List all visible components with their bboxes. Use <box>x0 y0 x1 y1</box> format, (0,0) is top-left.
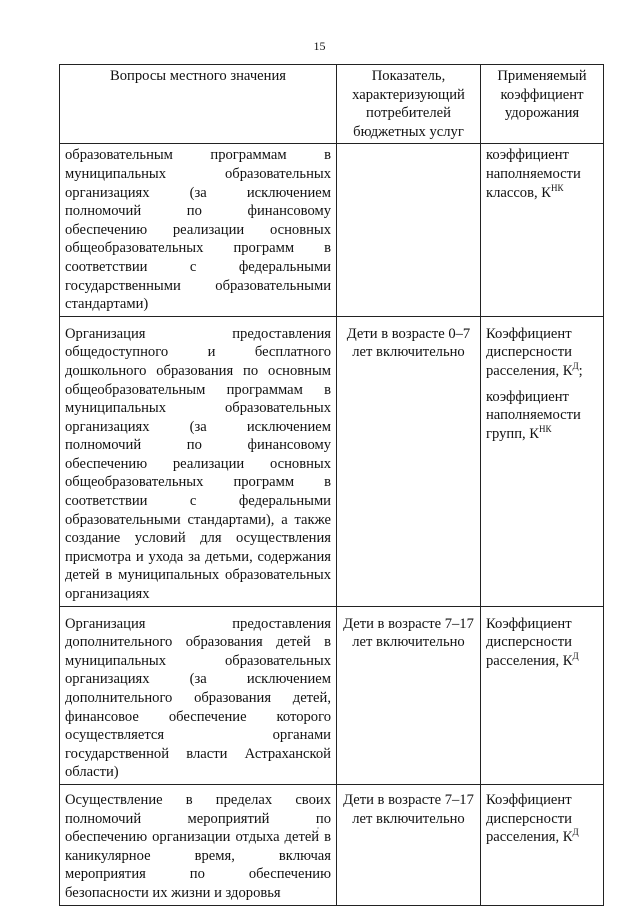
row-description: Организация предоставления дополнительного образования детей в муниципальных образовательных организациях (за исключением дополнительного образования детей, финансовое обеспечение которого осуществляется органами государственной власти Астраханской области) <box>60 606 337 784</box>
table-row <box>60 784 604 905</box>
coefficient-superscript: Д <box>572 827 579 838</box>
header-coefficient: Применяемый коэффициент удорожания <box>481 65 604 144</box>
coefficient-superscript: Д <box>572 360 579 371</box>
coefficient-superscript: НК <box>539 423 552 434</box>
row-indicator <box>337 144 481 316</box>
coefficient-text: коэффициент наполняемости классов, К <box>486 147 581 201</box>
coefficient-text: коэффициент наполняемости групп, К <box>486 388 581 442</box>
row-coefficient <box>481 784 604 905</box>
coefficient-text: Коэффициент дисперсности расселения, К <box>486 325 573 379</box>
row-description: Организация предоставления общедоступного и бесплатного дошкольного образования по основным общеобразовательным программам в муниципальных образовательных организациях (за исключением полномочий по финансовому обеспечению реализации основных общеобразовательных программ в соответствии с федеральными образовательными стандартами), а также создание условий для осуществления присмотра и ухода за детьми, содержания детей в муниципальных образовательных организациях <box>60 316 337 606</box>
table-row <box>60 606 604 784</box>
coefficient-superscript: Д <box>572 650 579 661</box>
coefficient-text: Коэффициент дисперсности расселения, К <box>486 791 573 846</box>
header-local-issues: Вопросы местного значения <box>60 65 337 144</box>
row-indicator: Дети в возрасте 7–17 лет включительно <box>337 606 481 784</box>
row-indicator: Дети в возрасте 7–17 лет включительно <box>337 784 481 905</box>
row-coefficient <box>481 316 604 606</box>
row-coefficient <box>481 144 604 316</box>
row-indicator: Дети в возрасте 0–7 лет включительно <box>337 316 481 606</box>
table-row <box>60 144 604 316</box>
table-header-row <box>60 65 604 144</box>
row-coefficient <box>481 606 604 784</box>
allocation-table <box>59 64 604 906</box>
row-description: образовательным программам в муниципальных образовательных организациях (за исключением полномочий по финансовому обеспечению реализации основных общеобразовательных программ в соответствии с федеральными государственными образовательными стандартами) <box>60 144 337 316</box>
page-number: 15 <box>313 39 326 53</box>
scan-speck <box>317 827 319 829</box>
coefficient-text: Коэффициент дисперсности расселения, К <box>486 615 573 669</box>
table-row <box>60 316 604 606</box>
coefficient-superscript: НК <box>551 182 564 193</box>
coefficient-suffix: ; <box>578 362 583 379</box>
header-indicator: Показатель, характеризующий потребителей бюджетных услуг <box>337 65 481 144</box>
row-description: Осуществление в пределах своих полномочий мероприятий по обеспечению организации отдыха детей в каникулярное время, включая мероприятия по обеспечению безопасности их жизни и здоровья <box>60 784 337 905</box>
